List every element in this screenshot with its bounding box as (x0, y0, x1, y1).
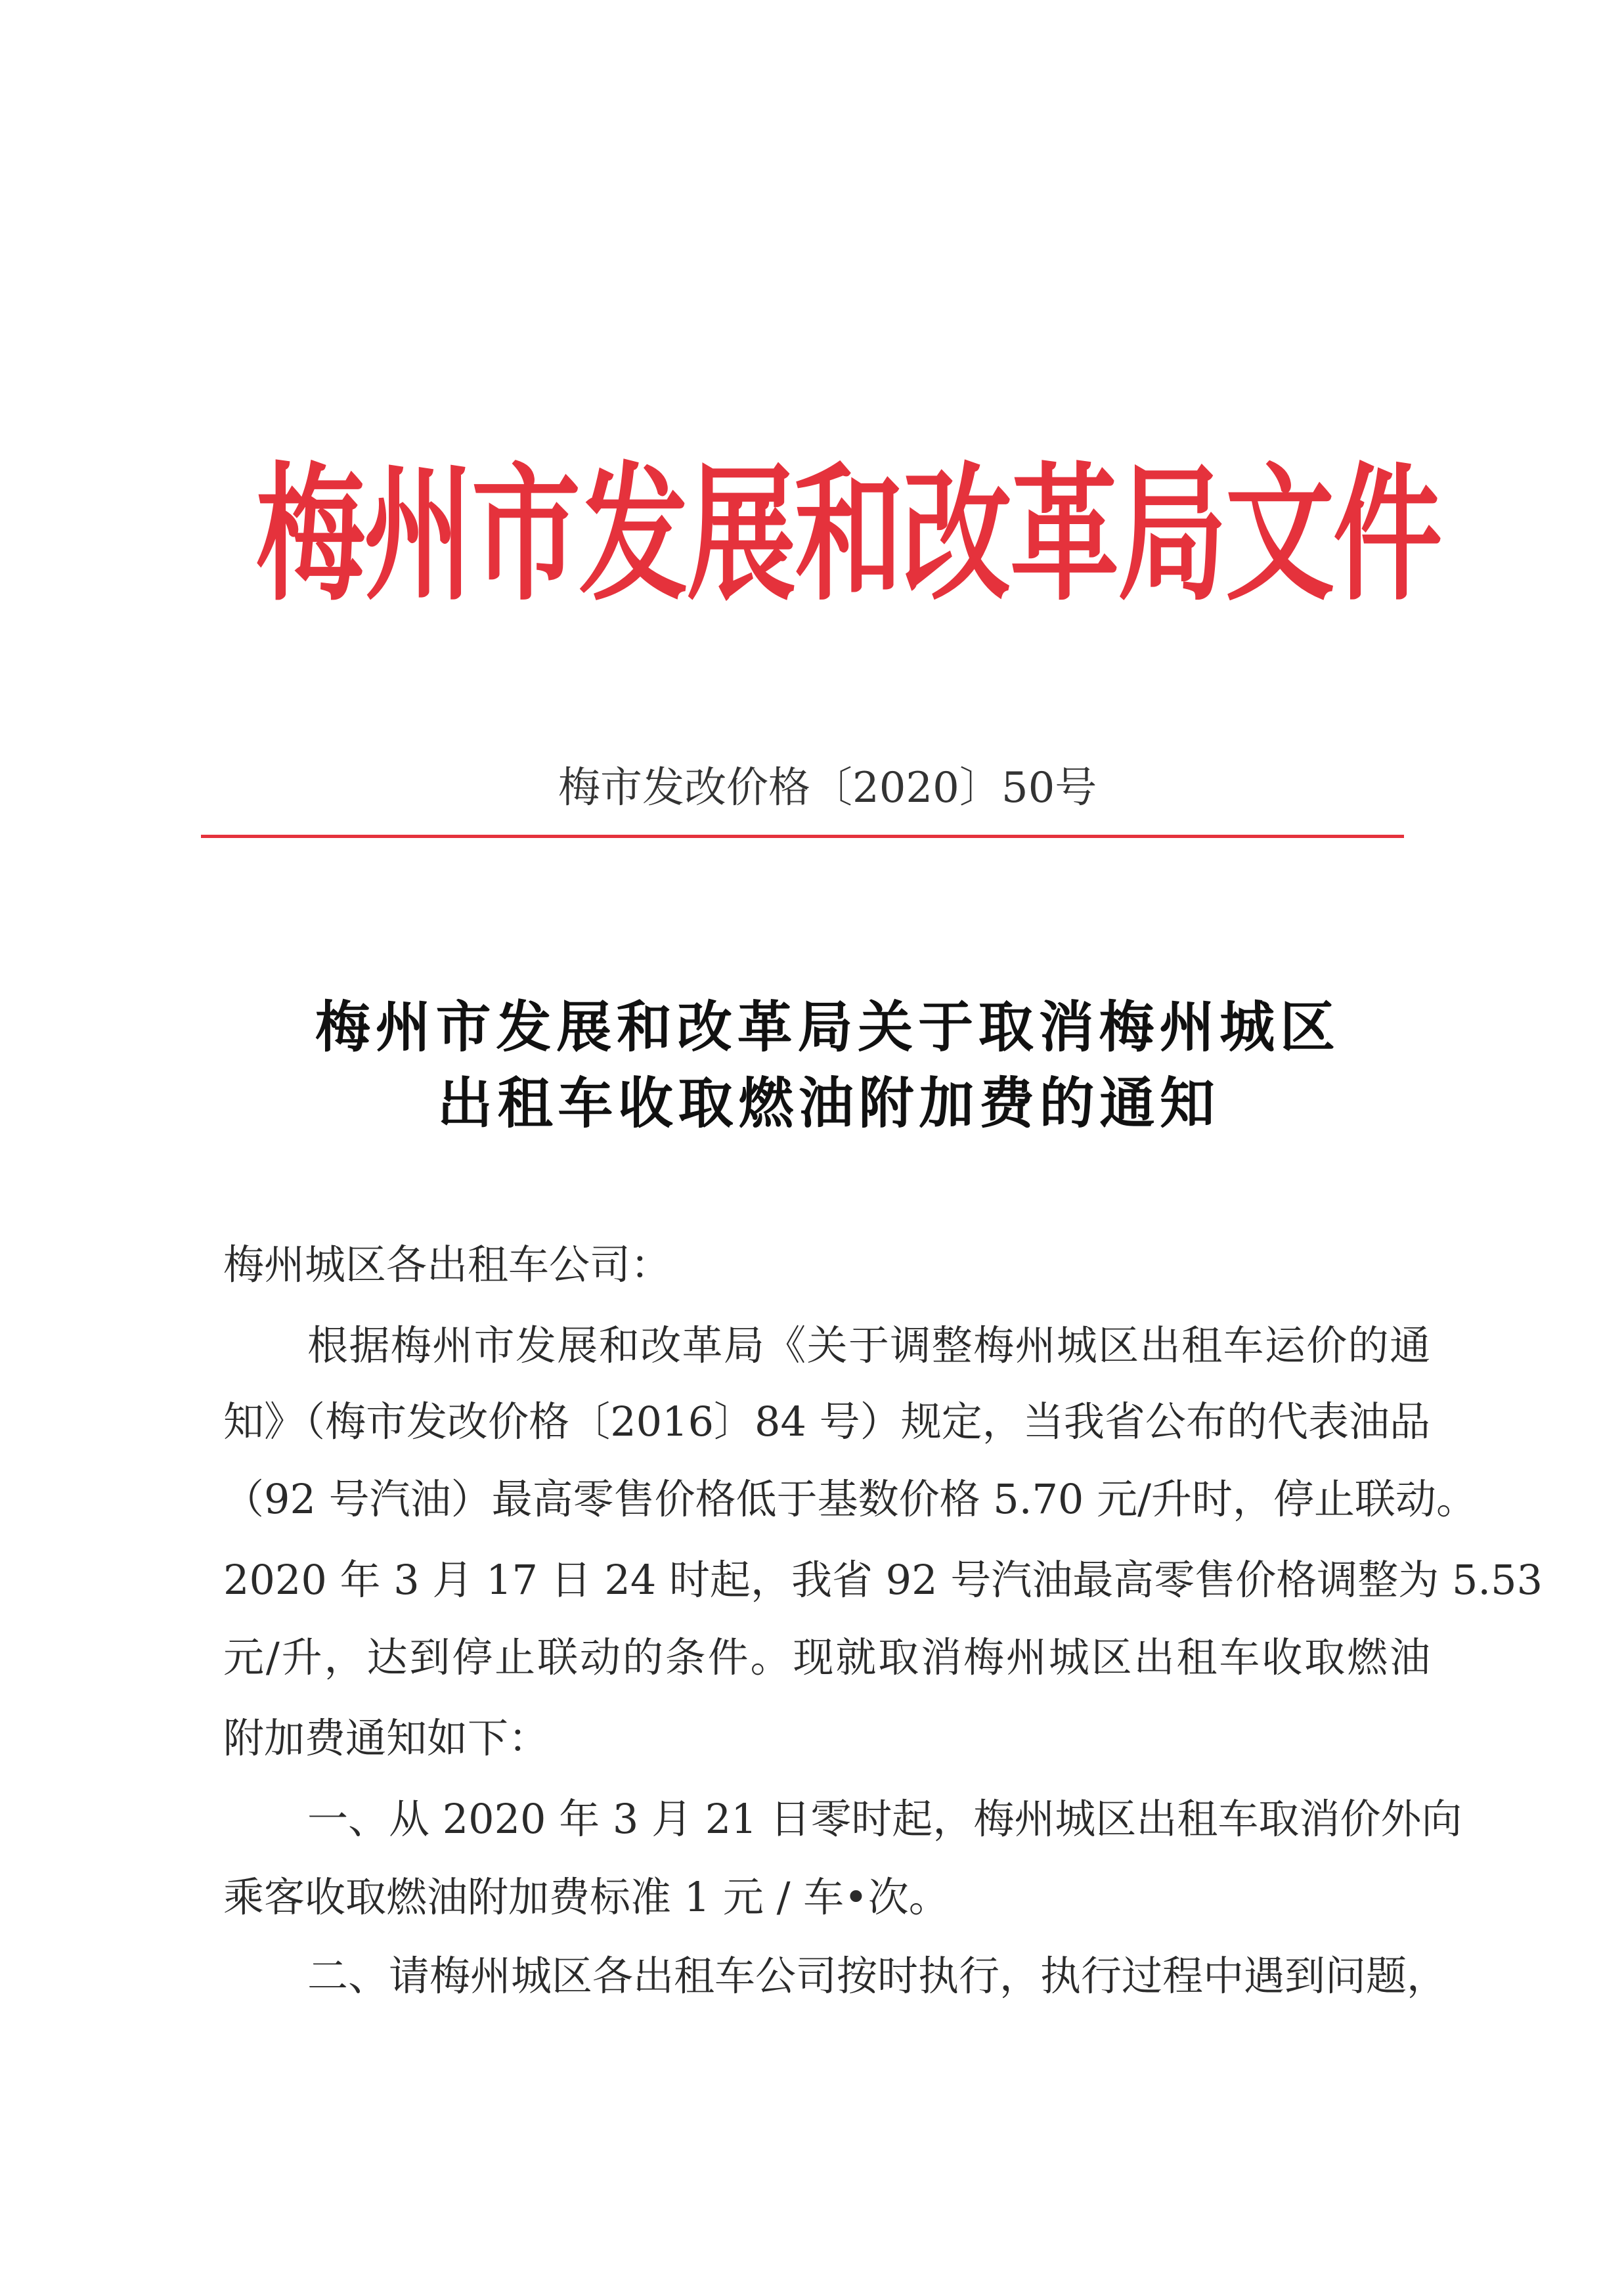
salutation: 梅州城区各出租车公司： (223, 1241, 672, 1289)
document-title-line-2: 出租车收取燃油附加费的通知 (437, 1071, 1215, 1136)
body-line: 乘客收取燃油附加费标准 1 元 / 车•次。 (223, 1873, 950, 1921)
body-line: 2020 年 3 月 17 日 24 时起，我省 92 号汽油最高零售价格调整为 5.53 (223, 1556, 1543, 1604)
document-title-line-1: 梅州市发展和改革局关于取消梅州城区 (315, 994, 1335, 1059)
body-line: （92 号汽油）最高零售价格低于基数价格 5.70 元/升时，停止联动。 (223, 1475, 1477, 1523)
red-divider (201, 835, 1404, 838)
body-line: 一、从 2020 年 3 月 21 日零时起，梅州城区出租车取消价外向 (307, 1795, 1462, 1843)
body-line: 二、请梅州城区各出租车公司按时执行，执行过程中遇到问题， (307, 1952, 1448, 2000)
document-number: 梅市发改价格〔2020〕50号 (558, 764, 1097, 812)
body-line: 元/升，达到停止联动的条件。现就取消梅州城区出租车收取燃油 (223, 1633, 1430, 1681)
masthead-title: 梅州市发展和改革局文件 (256, 448, 1441, 621)
body-line: 根据梅州市发展和改革局《关于调整梅州城区出租车运价的通 (307, 1321, 1430, 1369)
body-line: 知》（梅市发改价格〔2016〕84 号）规定，当我省公布的代表油品 (223, 1398, 1430, 1446)
body-line: 附加费通知如下： (223, 1714, 550, 1762)
